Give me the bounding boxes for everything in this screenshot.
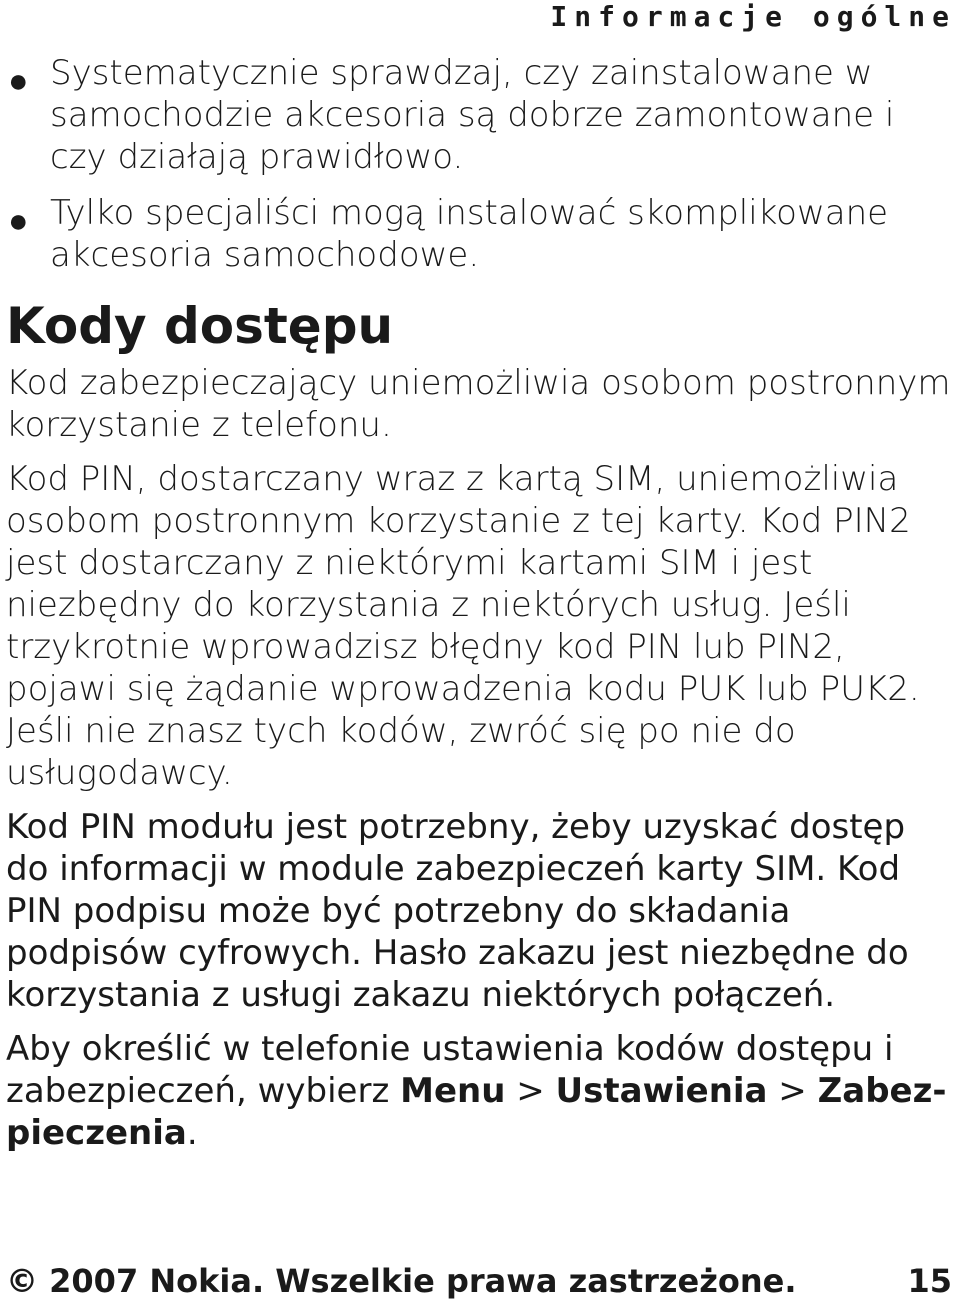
running-header: Informacje ogólne [550, 0, 956, 33]
path-separator: > [505, 1071, 556, 1111]
list-item [6, 192, 954, 276]
page-footer [6, 1262, 952, 1300]
bullet-icon: ● [8, 201, 29, 241]
list-item [6, 52, 954, 178]
copyright-notice: © 2007 Nokia. Wszelkie prawa zastrzeżone. [6, 1262, 797, 1300]
page-number: 15 [907, 1262, 952, 1300]
paragraph-module-pin: Kod PIN modułu jest potrzebny, żeby uzyskać dostęp do informacji w module zabezpieczeń karty SIM. Kod PIN podpisu może być potrzebny do składania podpisów cyfrowych. Hasło zakazu jest niezbędne do korzystania z usługi zakazu niektórych połączeń. [6, 807, 909, 1015]
sentence-end: . [186, 1113, 198, 1153]
paragraph-pin-code: Kod PIN, dostarczany wraz z kartą SIM, uniemożliwia osobom postronnym korzystanie z tej karty. Kod PIN2 jest dostarczany z niektórymi kartami SIM i jest niezbędny do korzystania z niektórych usług. Jeśli trzykrotnie wprowadzisz błędny kod PIN lub PIN2, pojawi się żądanie wprowadzenia kodu PUK lub PUK2. Jeśli nie znasz tych kodów, zwróć się po nie do usługodawcy. [6, 459, 920, 793]
section-title: Kody dostępu [6, 297, 394, 355]
path-separator: > [767, 1071, 818, 1111]
security-path-item: Zabezpieczenia [6, 1071, 947, 1153]
paragraph-settings-path [6, 1028, 954, 1154]
bullet-text: Tylko specjaliści mogą instalować skomplikowane akcesoria samochodowe. [50, 193, 889, 275]
menu-path-item: Menu [400, 1071, 506, 1111]
paragraph-security-code: Kod zabezpieczający uniemożliwia osobom postronnym korzystanie z telefonu. [6, 363, 951, 445]
bullet-list [6, 52, 954, 276]
settings-intro: Aby określić w telefonie ustawienia kodów dostępu i zabezpieczeń, wybierz [6, 1029, 894, 1111]
bullet-text: Systematycznie sprawdzaj, czy zainstalowane w samochodzie akcesoria są dobrze zamontowane i czy działają prawidłowo. [50, 53, 895, 177]
bullet-icon: ● [8, 61, 29, 101]
settings-path-item: Ustawienia [555, 1071, 768, 1111]
page-content [6, 52, 954, 1166]
